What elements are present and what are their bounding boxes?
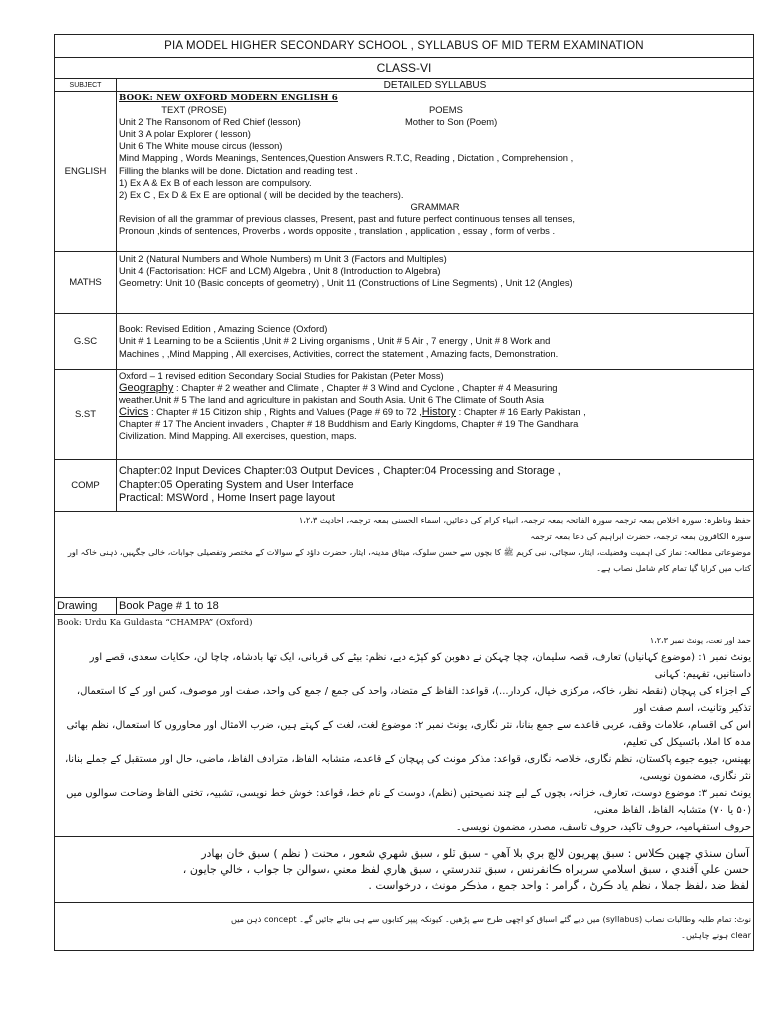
sindhi-line2: حسن علي آفندي ، سبق اسلامي سربراه ڪانفرنس ، سبق تندرستي ، سبق هاري لفظ معني ،سوالن جا جواب ، خالي جايون ،: [182, 862, 749, 876]
urdu-line5: یونٹ نمبر ۳: موضوع دوست، تعارف، خزانہ، بچوں کے لیے چند نصیحتیں (نظم)، دوست کے نام خط، قواعد: خوش خط نویسی، تشبیہ، تختی الفاظ وضاحت سوالوں میں (۵۰ یا ۷۰) متشابہ الفاظ، الفاظ معنی،: [66, 788, 751, 816]
subject-gsc: G.SC: [55, 314, 117, 370]
islamiat-syllabus: [55, 512, 754, 598]
urdu-line2: کے اجزاء کی پہچان (نقطہ نظر، خاکہ، مرکزی خیال، کردار...)، قواعد: الفاظ کے متضاد، واحد کی جمع / جمع کی واحد، صفت اور موصوف، کس اور کے کا استعمال، تذکیر وتانیث، اسم صفت اور: [76, 686, 751, 714]
history-heading: History: [421, 406, 457, 419]
english-mind-mapping: Mind Mapping , Words Meanings, Sentences,Question Answers R.T.C, Reading , Dictation , Comprehension ,: [119, 152, 574, 164]
note-line1: نوٹ: تمام طلبہ وطالبات نصاب (syllabus) میں دیے گئے اسباق کو اچھی طرح سے پڑھیں۔ کیونکہ پیپر کتابوں سے ہی بنائے جائیں گے۔ concept ذہن میں: [230, 913, 751, 924]
gsc-line3: Machines , ,Mind Mapping , All exercises, Activities, correct the statement , Amazing facts, Demonstration.: [119, 347, 559, 359]
subject-comp: COMP: [55, 460, 117, 512]
english-unit6: Unit 6 The White mouse circus (lesson): [119, 140, 283, 152]
comp-line1: Chapter:02 Input Devices Chapter:03 Output Devices , Chapter:04 Processing and Storage ,: [119, 465, 561, 478]
english-filling: Filling the blanks will be done. Dictation and reading test .: [119, 164, 358, 176]
maths-line2: Unit 4 (Factorisation: HCF and LCM) Algebra , Unit 8 (Introduction to Algebra): [119, 265, 441, 277]
urdu-line1: یونٹ نمبر ۱: (موضوع کہانیاں) تعارف، قصہ سلیمان، چچا چہکن نے دھوبن کو کپڑے دیے، نظم: بیٹے کی قربانی، ایک تھا بادشاہ، چاچا لن، حکایات سعدی، قصے اور داستانیں، تفہیم: کہانی: [89, 652, 751, 680]
gsc-syllabus: [117, 314, 754, 370]
note-line2: clear ہونے چاہئیں۔: [681, 929, 751, 940]
subject-english: ENGLISH: [55, 92, 117, 252]
geography-heading: Geography: [119, 382, 174, 395]
english-ex2: 2) Ex C , Ex D & Ex E are optional ( will be decided by the teachers).: [119, 188, 404, 200]
urdu-line3: اس کی اقسام، علامات وقف، عربی قاعدے سے جمع بنانا، نثر نگاری، یونٹ نمبر ۲: موضوع لغت، لغت کے کہتے ہیں، ضرب الامثال اور محاوروں کا استعمال، نظم بھائی مدہ کا املا، بائسیکل کی تعلیم،: [66, 720, 751, 748]
sst-line3: weather.Unit # 5 The land and agriculture in pakistan and South Asia. Unit 6 The Climate of South Asia: [119, 394, 544, 406]
english-revision: Revision of all the grammar of previous classes, Present, past and future perfect continuous tenses all tenses,: [119, 212, 575, 224]
sindhi-line1: آسان سنڌي چهين ڪلاس : سبق پهريون لالچ بري بلا آهي - سبق ٽلو ، سبق شهري شعور ، محنت ( نظم ) سبق خان بهادر: [201, 846, 749, 860]
drawing-syllabus: Book Page # 1 to 18: [117, 598, 754, 615]
sst-line4-wrap: [119, 406, 751, 418]
note-section: [55, 903, 754, 951]
sst-syllabus: [117, 370, 754, 460]
english-unit3: Unit 3 A polar Explorer ( lesson): [119, 128, 251, 140]
sst-line2-wrap: [119, 382, 751, 394]
urdu-line6: حروف استفہامیہ، حروف تاکید، حروف تاسف، مصدر، مضمون نویسی۔: [455, 822, 751, 833]
sst-line4b: : Chapter # 16 Early Pakistan ,: [456, 406, 586, 418]
subject-sst: S.ST: [55, 370, 117, 460]
sst-line2: : Chapter # 2 weather and Climate , Chapter # 3 Wind and Cyclone , Chapter # 4 Measuring: [173, 382, 558, 394]
comp-line2: Chapter:05 Operating System and User Interface: [119, 478, 354, 491]
school-title: PIA MODEL HIGHER SECONDARY SCHOOL , SYLLABUS OF MID TERM EXAMINATION: [55, 35, 754, 58]
maths-line3: Geometry: Unit 10 (Basic concepts of geometry) , Unit 11 (Constructions of Line Segments) , Unit 12 (Angles): [119, 277, 573, 289]
subject-column-header: SUBJECT: [55, 79, 117, 92]
maths-line1: Unit 2 (Natural Numbers and Whole Numbers) m Unit 3 (Factors and Multiples): [119, 253, 447, 264]
sindhi-syllabus: [55, 837, 754, 903]
sindhi-line3: لفظ ضد ،لفظ جملا ، نظم ياد ڪرڻ ، گرامر : واحد جمع ، مذڪر مونث ، درخواست .: [368, 878, 749, 892]
english-pronoun: Pronoun ,kinds of sentences, Proverbs ، words opposite , translation , application , essay , form of verbs .: [119, 225, 556, 237]
class-title: CLASS-VI: [55, 58, 754, 79]
urdu-syllabus: [55, 615, 754, 837]
english-ex1: 1) Ex A & Ex B of each lesson are compulsory.: [119, 176, 312, 188]
subject-maths: MATHS: [55, 252, 117, 314]
sst-line1: Oxford – 1 revised edition Secondary Social Studies for Pakistan (Peter Moss): [119, 370, 444, 381]
sst-line6: Civilization. Mind Mapping. All exercises, question, maps.: [119, 430, 357, 442]
text-prose-heading: TEXT (PROSE): [161, 104, 227, 116]
urdu-line4: بھینس، جیوے جیوے پاکستان، نظم نگاری، خلاصہ نگاری، قواعد: مذکر مونث کی پہچان کے قاعدے، متشابہ الفاظ، مترادف الفاظ، ماضی، حال اور مستقبل کے جملے بنانا، نثر نگاری، مضمون نویسی،: [64, 754, 751, 782]
comp-line3: Practical: MSWord , Home Insert page layout: [119, 492, 335, 505]
syllabus-sheet: [54, 34, 754, 951]
islamiat-line1: حفظ وناظرہ: سورہ اخلاص بمعہ ترجمہ سورہ الفاتحہ بمعہ ترجمہ، انبیاء کرام کی دعائیں، اسماء الحسنی بمعہ ترجمہ، احادیث ۱،۲،۳: [298, 515, 751, 525]
urdu-book-title: Book: Urdu Ka Guldasta “CHAMPA” (Oxford): [57, 618, 253, 628]
islamiat-line3: موضوعاتی مطالعہ: نماز کی اہمیت وفضیلت، ایثار، سچائی، نبی کریم ﷺ کا بچوں سے حسن سلوک، میثاق مدینہ، ایثار، حضرت داؤد کے سوالات کے مختصر وتفصیلی جوابات، خالی جگہیں، ذہنی خاکہ اور: [67, 547, 751, 557]
comp-syllabus: [117, 460, 754, 512]
islamiat-line4: کتاب میں کرایا گیا تمام کام شامل نصاب ہے۔: [596, 563, 751, 573]
sst-line5: Chapter # 17 The Ancient invaders , Chapter # 18 Buddhism and Early Kingdoms, Chapter # 19 The Gandhara: [119, 418, 579, 430]
unit2-row: [119, 116, 751, 128]
english-syllabus: [117, 92, 754, 252]
detail-column-header: DETAILED SYLLABUS: [117, 79, 754, 92]
grammar-heading: GRAMMAR: [410, 200, 460, 212]
civics-heading: Civics: [119, 406, 149, 419]
islamiat-line2: سورہ الکافرون بمعہ ترجمہ، حضرت ابراہیم کی دعا بمعہ ترجمہ: [530, 531, 751, 541]
subject-drawing: Drawing: [55, 598, 117, 615]
english-unit2: Unit 2 The Ransonom of Red Chief (lesson): [119, 116, 301, 128]
gsc-line1: Book: Revised Edition , Amazing Science (Oxford): [119, 323, 328, 335]
sst-line4a: : Chapter # 15 Citizon ship , Rights and Values (Page # 69 to 72 ,: [148, 406, 422, 418]
syllabus-table: [54, 34, 754, 951]
urdu-hamd: حمد اور نعت، یونٹ نمبر ۱،۲،۳: [649, 636, 751, 645]
poems-heading: POEMS: [429, 104, 463, 116]
maths-syllabus: [117, 252, 754, 314]
gsc-line2: Unit # 1 Learning to be a Sciientis ,Unit # 2 Living organisms , Unit # 5 Air , 7 energy , Unit # 8 Work and: [119, 335, 551, 347]
english-book-title: BOOK: NEW OXFORD MODERN ENGLISH 6: [119, 93, 338, 103]
prose-poems-headers: [119, 104, 751, 116]
english-poem: Mother to Son (Poem): [405, 116, 498, 128]
